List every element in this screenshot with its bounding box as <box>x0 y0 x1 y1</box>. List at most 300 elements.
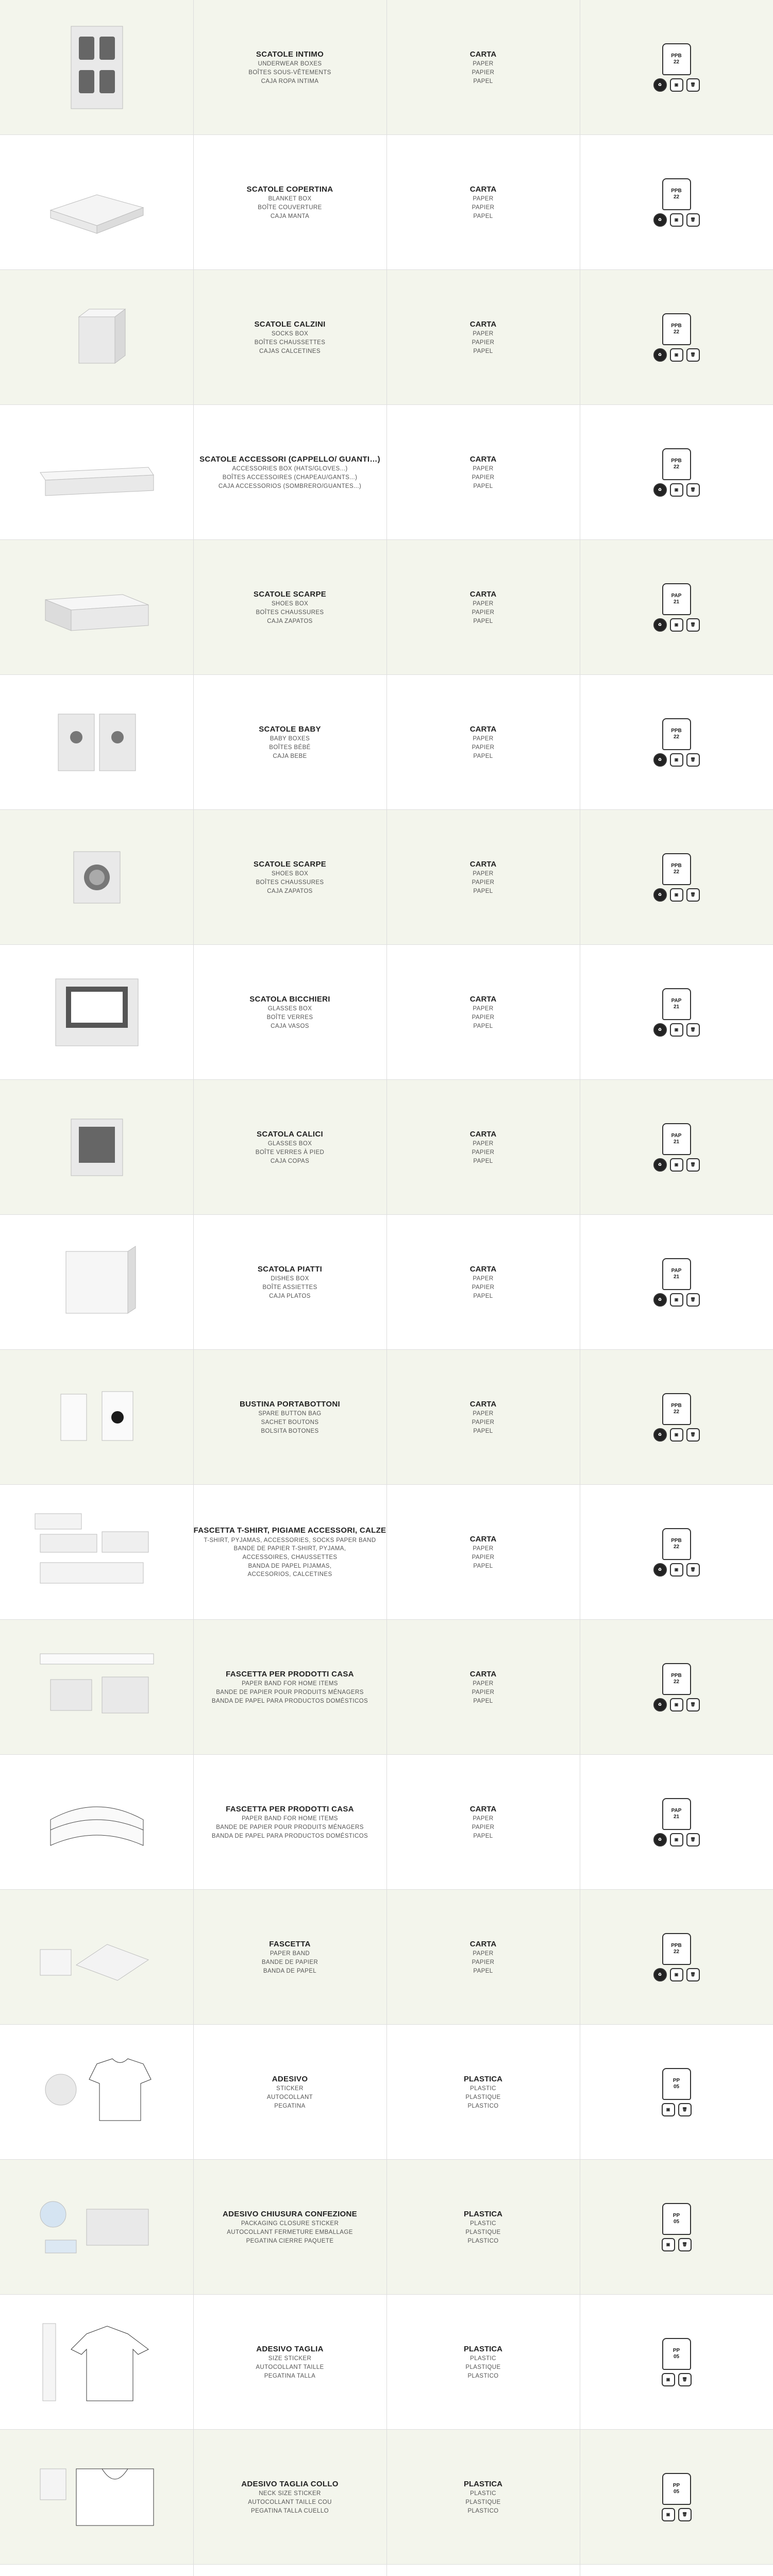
material-code-icon <box>662 178 691 210</box>
product-translation: CAJA PLATOS <box>269 1293 311 1299</box>
bin-icon: 🗑 <box>686 1428 700 1442</box>
product-image-cell <box>0 810 193 944</box>
recycle-icon: ♻ <box>653 78 667 92</box>
product-image <box>30 2313 164 2411</box>
box-icon: ▣ <box>670 78 683 92</box>
material-translation: PAPIER <box>472 474 495 481</box>
material-translation: PAPIER <box>472 1419 495 1426</box>
product-image-cell <box>0 1755 193 1889</box>
recycle-icon: ♻ <box>653 483 667 497</box>
disposal-code-cell <box>580 2025 773 2159</box>
table-row <box>0 1080 773 1215</box>
box-icon: ▣ <box>670 753 683 767</box>
product-name-cell <box>193 1080 386 1214</box>
product-image-cell <box>0 2025 193 2159</box>
product-image-cell <box>0 0 193 134</box>
disposal-code-cell <box>580 1350 773 1484</box>
product-translation: SHOES BOX <box>271 601 309 607</box>
material-name: PLASTICA <box>464 2074 502 2083</box>
material-name: CARTA <box>469 994 497 1004</box>
material-translation: PLASTIC <box>470 2086 496 2092</box>
product-image-cell <box>0 1215 193 1349</box>
disposal-code-cell <box>580 945 773 1079</box>
product-name-cell <box>193 405 386 539</box>
product-translation: NECK SIZE STICKER <box>259 2490 321 2497</box>
product-translation: BOÎTES CHAUSSETTES <box>254 340 326 346</box>
box-icon: ▣ <box>662 2238 675 2251</box>
material-cell <box>386 1350 580 1484</box>
disposal-code-cell <box>580 810 773 944</box>
bin-icon: 🗑 <box>686 888 700 902</box>
product-translation: CAJA BEBE <box>273 753 307 759</box>
material-code-text: PPB <box>671 188 682 194</box>
product-translation: SACHET BOUTONS <box>261 1419 319 1426</box>
product-translation: BANDE DE PAPIER POUR PRODUITS MÉNAGERS <box>216 1824 364 1831</box>
material-translation: PLASTIQUE <box>465 2094 501 2101</box>
recycle-icon: ♻ <box>653 1158 667 1172</box>
material-translation: PAPER <box>473 331 494 337</box>
product-translation: BOÎTES SOUS-VÊTEMENTS <box>248 70 331 76</box>
bin-icon: 🗑 <box>686 618 700 632</box>
material-code-text: PPB <box>671 727 682 734</box>
material-translation: PAPER <box>473 1951 494 1957</box>
disposal-code-cell <box>580 1080 773 1214</box>
product-translation: CAJA COPAS <box>270 1158 310 1164</box>
recycle-icon: ♻ <box>653 213 667 227</box>
product-translation: PAPER BAND FOR HOME ITEMS <box>242 1681 338 1687</box>
product-translation: UNDERWEAR BOXES <box>258 61 322 67</box>
product-translation: SHOES BOX <box>271 871 309 877</box>
material-cell <box>386 2025 580 2159</box>
material-code-icon <box>662 1798 691 1830</box>
material-code-text: PPB <box>671 862 682 869</box>
material-code-text: 22 <box>673 1409 680 1415</box>
box-icon: ▣ <box>670 348 683 362</box>
bin-icon: 🗑 <box>678 2508 692 2521</box>
disposal-code-cell <box>580 405 773 539</box>
material-translation: PAPIER <box>472 609 495 616</box>
product-name: ADESIVO CHIUSURA CONFEZIONE <box>223 2209 357 2218</box>
product-image-cell <box>0 945 193 1079</box>
product-name: FASCETTA <box>269 1939 311 1948</box>
material-code-text: 22 <box>673 1544 680 1550</box>
bin-icon: 🗑 <box>678 2373 692 2386</box>
material-code-text: PP <box>673 2212 680 2218</box>
disposal-code-cell <box>580 1620 773 1754</box>
material-cell <box>386 405 580 539</box>
disposal-code-cell <box>580 675 773 809</box>
product-translation: BOÎTES BÉBÉ <box>269 744 311 751</box>
disposal-code-cell <box>580 540 773 674</box>
material-translation: PAPIER <box>472 1149 495 1156</box>
product-translation: PEGATINA TALLA CUELLO <box>251 2507 329 2514</box>
material-translation: PAPIER <box>472 1824 495 1831</box>
product-translation: SPARE BUTTON BAG <box>258 1411 322 1417</box>
product-name-cell <box>193 1215 386 1349</box>
product-name-cell <box>193 2025 386 2159</box>
box-icon: ▣ <box>662 2508 675 2521</box>
product-translation: BOLSITA BOTONES <box>261 1428 319 1434</box>
product-image-cell <box>0 540 193 674</box>
material-cell <box>386 1620 580 1754</box>
box-icon: ▣ <box>670 618 683 632</box>
product-name: FASCETTA T-SHIRT, PIGIAME ACCESSORI, CALZE <box>193 1526 386 1535</box>
product-image-cell <box>0 2430 193 2564</box>
product-translation: ACCESORIOS, CALCETINES <box>247 1571 332 1578</box>
material-translation: PLASTICO <box>467 2507 499 2514</box>
product-name: FASCETTA PER PRODOTTI CASA <box>226 1669 354 1679</box>
material-translation: PAPER <box>473 1276 494 1282</box>
bin-icon: 🗑 <box>686 753 700 767</box>
bin-icon: 🗑 <box>686 1833 700 1846</box>
product-image <box>30 828 164 926</box>
material-translation: PAPEL <box>473 888 493 894</box>
product-translation: PEGATINA <box>274 2103 306 2109</box>
product-image-cell <box>0 1080 193 1214</box>
material-translation: PAPER <box>473 1816 494 1822</box>
table-row <box>0 675 773 810</box>
material-translation: PAPER <box>473 1141 494 1147</box>
material-translation: PAPIER <box>472 1554 495 1561</box>
table-row <box>0 1755 773 1890</box>
product-translation: AUTOCOLLANT <box>266 2094 313 2101</box>
disposal-code-cell <box>580 135 773 269</box>
material-translation: PAPEL <box>473 213 493 219</box>
material-translation: PAPIER <box>472 70 495 76</box>
product-translation: AUTOCOLLANT TAILLE COU <box>248 2499 332 2506</box>
product-name: SCATOLE ACCESSORI (CAPPELLO/ GUANTI…) <box>199 454 380 464</box>
material-code-text: PAP <box>671 1132 682 1139</box>
material-name: CARTA <box>469 1129 497 1139</box>
bin-icon: 🗑 <box>686 1293 700 1307</box>
material-code-text: PPB <box>671 1942 682 1948</box>
box-icon: ▣ <box>670 1698 683 1711</box>
product-image-cell <box>0 675 193 809</box>
disposal-code-cell <box>580 2565 773 2576</box>
box-icon: ▣ <box>670 213 683 227</box>
recycle-icon: ♻ <box>653 1563 667 1577</box>
material-code-text: PP <box>673 2482 680 2488</box>
product-translation: BANDE DE PAPIER T-SHIRT, PYJAMA, <box>233 1546 346 1552</box>
material-translation: PAPER <box>473 1546 494 1552</box>
product-name: FASCETTA PER PRODOTTI CASA <box>226 1804 354 1814</box>
material-translation: PLASTIQUE <box>465 2499 501 2506</box>
material-cell <box>386 2295 580 2429</box>
material-translation: PAPEL <box>473 1698 493 1704</box>
table-row <box>0 1890 773 2025</box>
material-cell <box>386 675 580 809</box>
material-code-text: PP <box>673 2347 680 2353</box>
product-image-cell <box>0 1485 193 1619</box>
material-code-text: 05 <box>673 2353 680 2360</box>
product-name-cell <box>193 2295 386 2429</box>
material-translation: PLASTIQUE <box>465 2229 501 2236</box>
product-translation: BOÎTES CHAUSSURES <box>256 609 324 616</box>
material-code-text: PPB <box>671 1537 682 1544</box>
material-cell <box>386 1890 580 2024</box>
material-cell <box>386 270 580 404</box>
material-code-text: PPB <box>671 1672 682 1679</box>
material-name: CARTA <box>469 1804 497 1814</box>
product-name-cell <box>193 810 386 944</box>
bin-icon: 🗑 <box>678 2103 692 2116</box>
material-cell <box>386 0 580 134</box>
table-row <box>0 540 773 675</box>
table-row <box>0 2025 773 2160</box>
product-name-cell <box>193 2160 386 2294</box>
material-code-icon <box>662 43 691 75</box>
product-translation: BOÎTES ACCESSOIRES (CHAPEAU/GANTS...) <box>222 474 358 481</box>
product-image <box>30 1368 164 1466</box>
product-name-cell <box>193 1620 386 1754</box>
material-name: CARTA <box>469 859 497 869</box>
material-code-text: 21 <box>673 1004 680 1010</box>
disposal-code-cell <box>580 0 773 134</box>
material-translation: PAPER <box>473 466 494 472</box>
product-image <box>30 423 164 521</box>
material-code-text: 05 <box>673 2218 680 2225</box>
product-name-cell <box>193 1485 386 1619</box>
product-image <box>30 1773 164 1871</box>
material-code-icon <box>662 2068 691 2100</box>
product-translation: DISHES BOX <box>271 1276 309 1282</box>
table-row <box>0 810 773 945</box>
material-cell <box>386 810 580 944</box>
product-translation: SIZE STICKER <box>268 2355 312 2362</box>
box-icon: ▣ <box>670 1293 683 1307</box>
material-cell <box>386 1755 580 1889</box>
product-name-cell <box>193 0 386 134</box>
material-translation: PAPIER <box>472 1014 495 1021</box>
table-row <box>0 2565 773 2576</box>
product-translation: PEGATINA TALLA <box>264 2372 316 2379</box>
product-image <box>30 1638 164 1736</box>
material-translation: PAPEL <box>473 483 493 489</box>
material-code-text: 22 <box>673 734 680 740</box>
disposal-code-cell <box>580 2295 773 2429</box>
product-image <box>30 19 164 116</box>
product-translation: CAJA ACCESSORIOS (SOMBRERO/GUANTES...) <box>218 483 362 489</box>
material-code-text: 22 <box>673 464 680 470</box>
box-icon: ▣ <box>670 1158 683 1172</box>
material-code-icon <box>662 2473 691 2505</box>
product-translation: CAJA ZAPATOS <box>267 618 313 624</box>
product-name: ADESIVO <box>272 2074 308 2083</box>
material-cell <box>386 1215 580 1349</box>
recycle-icon: ♻ <box>653 1833 667 1846</box>
table-row <box>0 2295 773 2430</box>
material-translation: PAPIER <box>472 744 495 751</box>
product-name: ADESIVO TAGLIA COLLO <box>241 2479 339 2488</box>
material-translation: PAPER <box>473 1681 494 1687</box>
material-name: PLASTICA <box>464 2209 502 2218</box>
material-code-icon <box>662 718 691 750</box>
bin-icon: 🗑 <box>686 1563 700 1577</box>
material-translation: PLASTICO <box>467 2372 499 2379</box>
material-code-icon <box>662 583 691 615</box>
product-image-cell <box>0 270 193 404</box>
material-name: CARTA <box>469 49 497 59</box>
recycle-icon: ♻ <box>653 753 667 767</box>
material-translation: PAPEL <box>473 78 493 84</box>
box-icon: ▣ <box>670 1968 683 1981</box>
table-row <box>0 1620 773 1755</box>
product-image <box>30 693 164 791</box>
material-name: CARTA <box>469 1939 497 1948</box>
material-code-text: 22 <box>673 329 680 335</box>
material-code-text: PAP <box>671 1807 682 1814</box>
product-translation: CAJA VASOS <box>271 1023 309 1029</box>
product-image-cell <box>0 405 193 539</box>
recycle-icon: ♻ <box>653 1698 667 1711</box>
product-translation: AUTOCOLLANT TAILLE <box>256 2364 324 2371</box>
product-image <box>30 2043 164 2141</box>
product-image-cell <box>0 135 193 269</box>
product-name-cell <box>193 270 386 404</box>
material-translation: PLASTIC <box>470 2490 496 2497</box>
product-translation: ACCESSORIES BOX (HATS/GLOVES...) <box>232 466 348 472</box>
product-translation: BLANKET BOX <box>268 196 312 202</box>
material-name: PLASTICA <box>464 2344 502 2353</box>
product-image <box>30 558 164 656</box>
box-icon: ▣ <box>662 2103 675 2116</box>
product-name-cell <box>193 540 386 674</box>
material-name: PLASTICA <box>464 2479 502 2488</box>
material-translation: PAPER <box>473 1411 494 1417</box>
disposal-code-cell <box>580 2430 773 2564</box>
material-translation: PAPEL <box>473 618 493 624</box>
material-translation: PAPEL <box>473 1968 493 1974</box>
table-row <box>0 945 773 1080</box>
disposal-code-cell <box>580 1890 773 2024</box>
material-translation: PAPIER <box>472 1284 495 1291</box>
material-translation: PAPEL <box>473 1563 493 1569</box>
table-row <box>0 1215 773 1350</box>
product-translation: PEGATINA CIERRE PAQUETE <box>246 2238 334 2244</box>
table-row <box>0 405 773 540</box>
product-translation: ACCESSOIRES, CHAUSSETTES <box>242 1554 338 1561</box>
material-translation: PLASTIQUE <box>465 2364 501 2371</box>
material-code-icon <box>662 1258 691 1290</box>
material-code-icon <box>662 988 691 1020</box>
product-translation: BOÎTE VERRES À PIED <box>255 1149 325 1156</box>
material-code-text: PAP <box>671 997 682 1004</box>
material-code-text: PPB <box>671 323 682 329</box>
material-cell <box>386 2565 580 2576</box>
material-code-text: PPB <box>671 53 682 59</box>
table-row <box>0 0 773 135</box>
product-translation: BANDA DE PAPEL PARA PRODUCTOS DOMÉSTICOS <box>211 1698 368 1704</box>
product-image-cell <box>0 2295 193 2429</box>
material-cell <box>386 1080 580 1214</box>
bin-icon: 🗑 <box>686 1158 700 1172</box>
product-name: SCATOLA PIATTI <box>257 1264 323 1274</box>
product-name: SCATOLE SCARPE <box>253 589 327 599</box>
product-name-cell <box>193 675 386 809</box>
material-code-text: 22 <box>673 59 680 65</box>
table-row <box>0 1350 773 1485</box>
material-name: CARTA <box>469 319 497 329</box>
material-translation: PAPER <box>473 61 494 67</box>
material-translation: PAPIER <box>472 205 495 211</box>
product-translation: PACKAGING CLOSURE STICKER <box>241 2221 339 2227</box>
material-cell <box>386 945 580 1079</box>
recycle-icon: ♻ <box>653 618 667 632</box>
disposal-code-cell <box>580 2160 773 2294</box>
material-translation: PLASTIC <box>470 2355 496 2362</box>
material-name: CARTA <box>469 1534 497 1544</box>
product-name: BUSTINA PORTABOTTONI <box>240 1399 340 1409</box>
product-translation: BANDA DE PAPEL <box>263 1968 317 1974</box>
product-translation: BANDE DE PAPIER <box>261 1959 318 1966</box>
material-translation: PAPER <box>473 1006 494 1012</box>
product-image <box>30 1233 164 1331</box>
product-name-cell <box>193 2430 386 2564</box>
product-translation: BOÎTE COUVERTURE <box>258 205 322 211</box>
product-translation: CAJAS CALCETINES <box>259 348 321 354</box>
disposal-code-cell <box>580 1755 773 1889</box>
material-code-text: PP <box>673 2077 680 2083</box>
material-translation: PAPEL <box>473 1428 493 1434</box>
material-translation: PAPEL <box>473 1158 493 1164</box>
material-code-text: PAP <box>671 1267 682 1274</box>
product-translation: BANDA DE PAPEL PIJAMAS, <box>248 1563 332 1569</box>
product-name-cell <box>193 1350 386 1484</box>
product-name: SCATOLE INTIMO <box>256 49 324 59</box>
material-code-text: 22 <box>673 194 680 200</box>
material-code-icon <box>662 1663 691 1695</box>
product-image <box>30 1098 164 1196</box>
product-image-cell <box>0 2160 193 2294</box>
product-image-cell <box>0 1350 193 1484</box>
material-translation: PAPIER <box>472 340 495 346</box>
product-translation: STICKER <box>276 2086 304 2092</box>
product-translation: AUTOCOLLANT FERMETURE EMBALLAGE <box>227 2229 353 2236</box>
recycle-icon: ♻ <box>653 1968 667 1981</box>
material-cell <box>386 540 580 674</box>
material-translation: PLASTICO <box>467 2238 499 2244</box>
product-name: SCATOLE CALZINI <box>254 319 326 329</box>
product-name: ADESIVO TAGLIA <box>256 2344 324 2353</box>
product-translation: BOÎTES CHAUSSURES <box>256 879 324 886</box>
material-code-icon <box>662 1393 691 1425</box>
product-translation: CAJA MANTA <box>270 213 310 219</box>
material-code-text: 21 <box>673 1139 680 1145</box>
product-image-cell <box>0 1890 193 2024</box>
bin-icon: 🗑 <box>686 348 700 362</box>
material-cell <box>386 1485 580 1619</box>
product-translation: GLASSES BOX <box>267 1006 312 1012</box>
product-name-cell <box>193 1890 386 2024</box>
product-translation: BOÎTE ASSIETTES <box>262 1284 317 1291</box>
product-translation: BANDE DE PAPIER POUR PRODUITS MÉNAGERS <box>216 1689 364 1696</box>
product-image-cell <box>0 1620 193 1754</box>
bin-icon: 🗑 <box>678 2238 692 2251</box>
product-image <box>30 1908 164 2006</box>
bin-icon: 🗑 <box>686 1023 700 1037</box>
product-translation: GLASSES BOX <box>267 1141 312 1147</box>
product-image <box>30 154 164 251</box>
material-translation: PAPIER <box>472 1689 495 1696</box>
box-icon: ▣ <box>670 1023 683 1037</box>
material-cell <box>386 2430 580 2564</box>
bin-icon: 🗑 <box>686 1698 700 1711</box>
material-code-icon <box>662 2203 691 2235</box>
bin-icon: 🗑 <box>686 483 700 497</box>
recycle-icon: ♻ <box>653 888 667 902</box>
product-name-cell <box>193 2565 386 2576</box>
box-icon: ▣ <box>662 2373 675 2386</box>
